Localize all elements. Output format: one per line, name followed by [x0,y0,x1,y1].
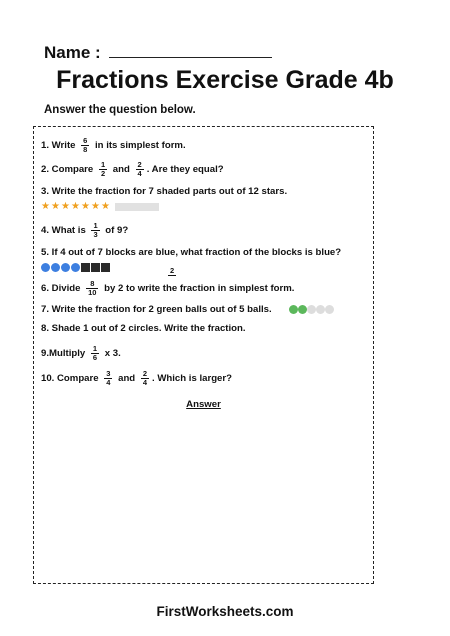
question-4: 4. What is $\frac{1}{3}$ of 9? [41,221,129,239]
dark-block [81,263,90,272]
star-icon: ★ [91,201,100,212]
green-ball [298,305,307,314]
name-label: Name : [44,43,101,62]
gray-ball [307,305,316,314]
instruction-text: Answer the question below. [44,104,196,116]
fraction: $\frac{1}{2}$ [100,160,106,178]
fraction: $\frac{8}{10}$ [88,279,97,297]
green-ball [289,305,298,314]
footer-site: FirstWorksheets.com [156,604,294,619]
questions-box [33,126,374,584]
question-2: 2. Compare $\frac{1}{2}$ and $\frac{2}{4}$ . Are they equal? [41,160,224,178]
dark-block [91,263,100,272]
gray-ball [316,305,325,314]
question-5: 5. If 4 out of 7 blocks are blue, what fraction of the blocks is blue? [41,247,342,258]
fraction: $\frac{2}{4}$ [137,160,142,178]
unshaded-stars-bar [115,203,159,211]
worksheet-title: Fractions Exercise Grade 4b [56,66,394,94]
star-icon: ★ [71,201,80,212]
question-6: 6. Divide $\frac{8}{10}$ by 2 to write the fraction in simplest form. [41,279,295,297]
fraction: $\frac{6}{8}$ [83,136,88,154]
dark-block [101,263,110,272]
question-1: 1. Write $\frac{6}{8}$ in its simplest form. [41,136,186,154]
fraction: $\frac{3}{4}$ [106,369,111,387]
question-10: 10. Compare $\frac{3}{4}$ and $\frac{2}{4}$ . Which is larger? [41,369,232,387]
name-row [44,43,272,63]
question-7: 7. Write the fraction for 2 green balls out of 5 balls. [41,304,272,315]
blue-block [41,263,50,272]
star-icon: ★ [81,201,90,212]
star-icon: ★ [51,201,60,212]
blue-block [51,263,60,272]
block-row [41,263,121,273]
question-9: 9.Multiply $\frac{1}{6}$ x 3. [41,344,121,362]
star-icon: ★ [41,201,50,212]
blue-block [61,263,70,272]
star-icon: ★ [61,201,70,212]
question-3: 3. Write the fraction for 7 shaded parts out of 12 stars. [41,186,288,197]
question-8: 8. Shade 1 out of 2 circles. Write the fraction. [41,323,246,334]
blue-block [71,263,80,272]
fraction: $\frac{1}{6}$ [92,344,98,362]
ball-row [289,305,349,315]
answer-link[interactable]: Answer [186,399,221,410]
gray-ball [325,305,334,314]
star-icon: ★ [101,201,110,212]
name-blank-line[interactable] [109,43,272,58]
stray-fraction: 2 [170,266,175,275]
fraction: $\frac{2}{4}$ [142,369,148,387]
fraction: $\frac{1}{3}$ [93,221,98,239]
